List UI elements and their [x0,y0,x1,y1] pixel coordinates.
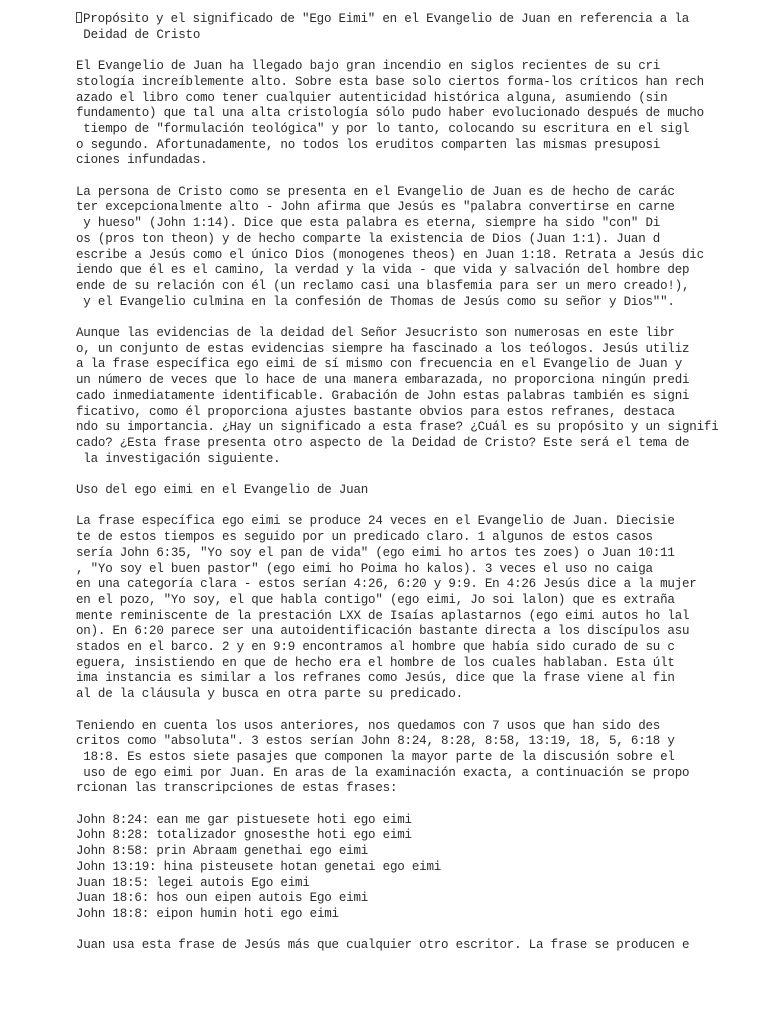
text-line: y el Evangelio culmina en la confesión de Thomas de Jesús como su señor y Dios"". [76,294,675,309]
text-line: ciones infundadas. [76,153,208,168]
text-line: Uso del ego eimi en el Evangelio de Juan [76,483,369,498]
paragraph [76,326,768,467]
text-line: escribe a Jesús como el único Dios (monogenes theos) en Juan 1:18. Retrata a Jesús dic [76,247,704,262]
text-line: on). En 6:20 parece ser una autoidentificación bastante directa a los discípulos asu [76,624,690,639]
text-line: ndo su importancia. ¿Hay un significado a esta frase? ¿Cuál es su propósito y un signifi [76,420,719,435]
text-line: ter excepcionalmente alto - John afirma que Jesús es "palabra convertirse en carne [76,200,675,215]
text-line: stados en el barco. 2 y en 9:9 encontramos al hombre que había sido curado de su c [76,640,675,655]
text-line: El Evangelio de Juan ha llegado bajo gran incendio en siglos recientes de su cri [76,59,661,74]
transcription-line: John 8:24: ean me gar pistuesete hoti ego eimi [76,812,412,827]
transcription-line: John 18:8: eipon humin hoti ego eimi [76,906,339,921]
text-line: iendo que él es el camino, la verdad y la vida - que vida y salvación del hombre dep [76,263,690,278]
text-line: ende de su relación con él (un reclamo casi una blasfemia para ser un mero creado!), [76,278,690,293]
paragraph [76,185,768,311]
text-line: uso de ego eimi por Juan. En aras de la examinación exacta, a continuación se propo [76,765,690,780]
text-line: mente reminiscente de la prestación LXX de Isaías aplastarnos (ego eimi autos ho lal [76,608,690,623]
text-line: critos como "absoluta". 3 estos serían John 8:24, 8:28, 8:58, 13:19, 18, 5, 6:18 y [76,734,675,749]
text-line: rcionan las transcripciones de estas frases: [76,781,398,796]
text-line: sería John 6:35, "Yo soy el pan de vida" (ego eimi ho artos tes zoes) o Juan 10:11 [76,545,675,560]
text-line: cado inmediatamente identificable. Grabación de John estas palabras también es signi [76,388,690,403]
transcription-line: Juan 18:6: hos oun eipen autois Ego eimi [76,891,369,906]
text-line: tiempo de "formulación teológica" y por lo tanto, colocando su escritura en el sigl [76,121,690,136]
transcription-line: John 8:58: prin Abraam genethai ego eimi [76,844,369,859]
document-title [76,12,768,43]
text-line: un número de veces que lo hace de una manera embarazada, no proporciona ningún predi [76,373,690,388]
text-line: ficativo, como él proporciona ajustes bastante obvios para estos refranes, destaca [76,404,675,419]
text-line: o, un conjunto de estas evidencias siempre ha fascinado a los teólogos. Jesús utiliz [76,341,690,356]
title-line: Deidad de Cristo [76,27,201,42]
transcription-line: Juan 18:5: legei autois Ego eimi [76,875,310,890]
text-line: y hueso" (John 1:14). Dice que esta palabra es eterna, siempre ha sido "con" Di [76,216,661,231]
text-line: Teniendo en cuenta los usos anteriores, nos quedamos con 7 usos que han sido des [76,718,661,733]
transcription-line: John 13:19: hina pisteusete hotan genetai ego eimi [76,859,442,874]
transcription-line: John 8:28: totalizador gnosesthe hoti ego eimi [76,828,412,843]
missing-glyph-icon [76,12,82,23]
text-line: 18:8. Es estos siete pasajes que componen la mayor parte de la discusión sobre el [76,749,675,764]
paragraph [76,59,768,169]
document-body [76,59,768,954]
text-line: a la frase específica ego eimi de sí mismo con frecuencia en el Evangelio de Juan y [76,357,683,372]
text-line: os (pros ton theon) y de hecho comparte la existencia de Dios (Juan 1:1). Juan d [76,231,661,246]
paragraph [76,938,768,954]
text-line: La frase específica ego eimi se produce 24 veces en el Evangelio de Juan. Diecisie [76,514,675,529]
text-line: en el pozo, "Yo soy, el que habla contigo" (ego eimi, Jo soi lalon) que es extraña [76,592,675,607]
paragraph [76,514,768,702]
text-line: fundamento) que tal una alta cristología sólo pudo haber evolucionado después de mucho [76,106,704,121]
title-line: Propósito y el significado de "Ego Eimi" en el Evangelio de Juan en referencia a la [76,12,768,28]
paragraph [76,719,768,798]
text-line: eguera, insistiendo en que de hecho era el hombre de los cuales hablaban. Esta últ [76,655,675,670]
text-line: Juan usa esta frase de Jesús más que cualquier otro escritor. La frase se producen e [76,938,690,953]
text-line: o segundo. Afortunadamente, no todos los eruditos comparten las mismas presuposi [76,137,661,152]
section-heading [76,483,768,499]
text-line: , "Yo soy el buen pastor" (ego eimi ho Poima ho kalos). 3 veces el uso no caiga [76,561,653,576]
text-line: la investigación siguiente. [76,451,281,466]
text-line: te de estos tiempos es seguido por un predicado claro. 1 algunos de estos casos [76,530,653,545]
text-line: Aunque las evidencias de la deidad del Señor Jesucristo son numerosas en este libr [76,326,675,341]
transcription-list [76,813,768,923]
text-line: en una categoría clara - estos serían 4:26, 6:20 y 9:9. En 4:26 Jesús dice a la mujer [76,577,697,592]
text-line: stología increíblemente alto. Sobre esta base solo ciertos forma-los críticos han rech [76,74,704,89]
text-line: cado? ¿Esta frase presenta otro aspecto de la Deidad de Cristo? Este será el tema de [76,435,690,450]
text-line: ima instancia es similar a los refranes como Jesús, dice que la frase viene al fin [76,671,675,686]
text-line: La persona de Cristo como se presenta en el Evangelio de Juan es de hecho de carác [76,184,675,199]
text-line: al de la cláusula y busca en otra parte su predicado. [76,687,463,702]
text-line: azado el libro como tener cualquier autenticidad histórica alguna, asumiendo (sin [76,90,668,105]
